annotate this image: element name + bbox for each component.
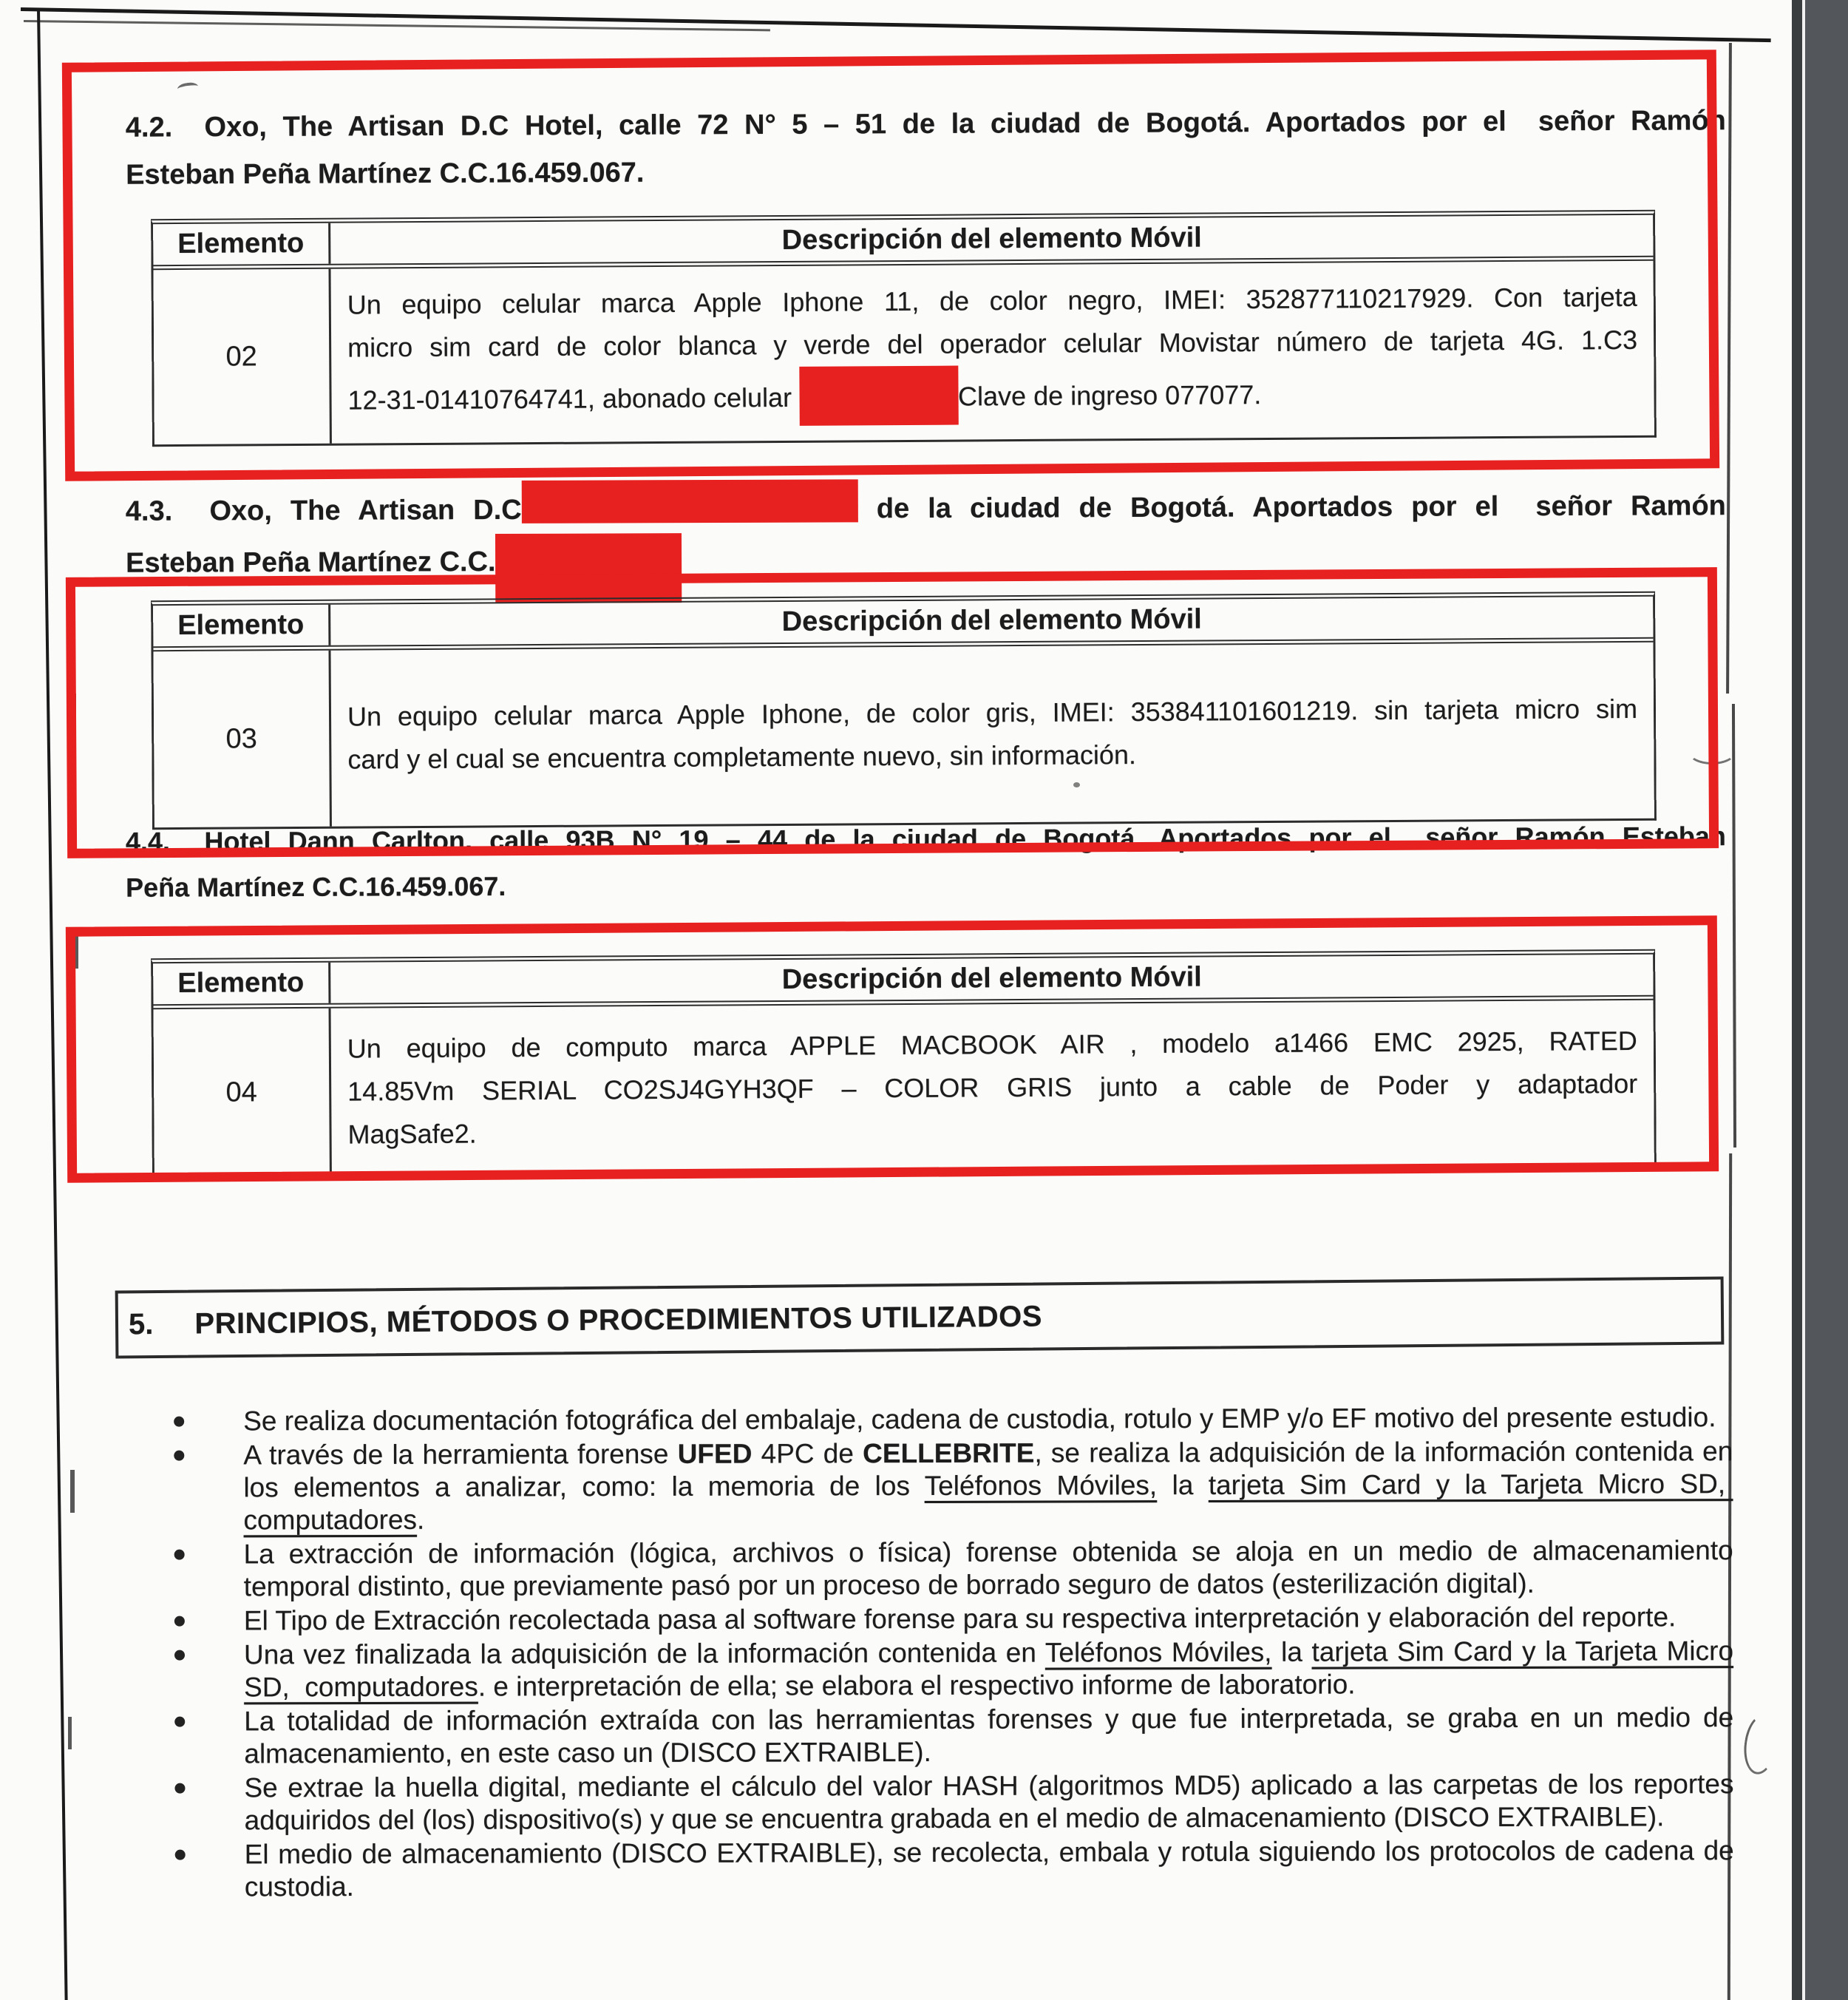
section-5-title: PRINCIPIOS, MÉTODOS O PROCEDIMIENTOS UTILIZADOS bbox=[194, 1300, 1043, 1340]
section-5-heading-box bbox=[115, 1277, 1725, 1359]
red-annotation-box-1 bbox=[62, 50, 1719, 481]
list-item bbox=[118, 1435, 1733, 1537]
red-annotation-box-2 bbox=[66, 567, 1719, 858]
text-segment: Una vez finalizada la adquisición de la información contenida en bbox=[243, 1637, 1045, 1670]
element-number: 03 bbox=[153, 651, 331, 827]
red-annotation-box-3 bbox=[66, 915, 1719, 1183]
text-segment: CELLEBRITE bbox=[863, 1437, 1035, 1469]
text-segment: Clave de ingreso 077077. bbox=[957, 379, 1262, 412]
bullet-icon bbox=[174, 1650, 185, 1661]
column-header-descripcion: Descripción del elemento Móvil bbox=[781, 603, 1202, 638]
bullet-list bbox=[118, 1401, 1734, 1905]
scan-edge-right-line bbox=[1726, 43, 1732, 694]
redaction-block bbox=[522, 479, 858, 523]
text-segment: 14.85Vm SERIAL CO2SJ4GYH3QF – COLOR GRIS junto a cable de Poder y adaptador bbox=[347, 1068, 1638, 1107]
text-segment: 12-31-01410764741, abonado celular bbox=[347, 382, 800, 416]
text-segment: 4.3. Oxo, The Artisan D.C bbox=[125, 494, 522, 527]
section-5-number: 5. bbox=[128, 1307, 154, 1340]
scanner-bar bbox=[1805, 0, 1848, 2000]
text-segment: . bbox=[416, 1504, 425, 1535]
text-segment: tarjeta Sim Card y la Tarjeta Micro SD, computadores bbox=[244, 1635, 1734, 1703]
text-segment: la bbox=[1157, 1469, 1209, 1501]
text-segment: . e interpretación de ella; se elabora el respectivo informe de laboratorio. bbox=[478, 1669, 1356, 1702]
text-segment: 4PC de bbox=[752, 1438, 863, 1469]
scan-pen-curve-mark bbox=[1741, 1712, 1781, 1776]
text-segment: El Tipo de Extracción recolectada pasa al software forense para su respectiva interpretación y elaboración del reporte. bbox=[243, 1601, 1677, 1636]
text-segment: Peña Martínez C.C.16.459.067. bbox=[126, 870, 506, 903]
bullet-icon bbox=[174, 1717, 185, 1727]
scan-smudge bbox=[68, 1717, 72, 1749]
bullet-icon bbox=[174, 1783, 185, 1794]
scan-smudge bbox=[70, 1470, 75, 1513]
text-segment: La totalidad de información extraída con las herramientas forenses y que fue interpretada, se graba en un medio de almacenamiento, en este caso un (DISCO EXTRAIBLE). bbox=[244, 1702, 1734, 1769]
text-segment: card y el cual se encuentra completamente nuevo, sin información. bbox=[347, 739, 1137, 775]
text-line bbox=[126, 859, 1726, 911]
text-segment: La extracción de información (lógica, archivos o física) forense obtenida se aloja en un medio de almacenamiento temporal distinto, que previamente pasó por un proceso de borrado seguro de datos (esterilización digital). bbox=[243, 1535, 1733, 1602]
text-segment: micro sim card de color blanca y verde del operador celular Movistar número de tarjeta 4G. 1.C3 bbox=[347, 324, 1638, 363]
text-segment: Esteban Peña Martínez C.C.16.459.067. bbox=[126, 157, 645, 191]
text-segment: Un equipo celular marca Apple Iphone, de color gris, IMEI: 353841101601219. sin tarjeta micro sim bbox=[347, 693, 1638, 732]
text-line bbox=[126, 476, 1726, 535]
text-segment: Se extrae la huella digital, mediante el cálculo del valor HASH (algoritmos MD5) aplicado a las carpetas de los reportes adquiridos del (los) dispositivo(s) y que se encuentra grabada en el medio de almacenamiento (DISCO EXTRAIBLE). bbox=[244, 1769, 1734, 1836]
text-segment: UFED bbox=[677, 1438, 753, 1469]
column-header-elemento: Elemento bbox=[153, 223, 330, 265]
text-segment: 4.2. Oxo, The Artisan D.C Hotel, calle 72 N° 5 – 51 de la ciudad de Bogotá. Aportados por el señor Ramón bbox=[125, 105, 1726, 143]
text-segment: Un equipo celular marca Apple Iphone 11, de color negro, IMEI: 352877110217929. Con tarjeta bbox=[347, 281, 1637, 320]
list-item bbox=[118, 1768, 1733, 1837]
text-segment: A través de la herramienta forense bbox=[243, 1438, 678, 1471]
text-segment: la bbox=[1271, 1636, 1312, 1667]
column-header-elemento: Elemento bbox=[153, 605, 330, 646]
text-segment: , se realiza la adquisición de la información contenida en los elementos a analizar, como: la memoria de los bbox=[243, 1436, 1733, 1503]
bullet-icon bbox=[174, 1417, 184, 1427]
list-item bbox=[118, 1401, 1733, 1438]
column-header-elemento: Elemento bbox=[153, 963, 330, 1004]
list-item bbox=[118, 1635, 1733, 1704]
text-segment: Esteban Peña Martínez C.C. bbox=[126, 546, 496, 579]
column-header-descripcion: Descripción del elemento Móvil bbox=[781, 961, 1202, 996]
bullet-icon bbox=[174, 1616, 185, 1627]
list-item bbox=[118, 1701, 1733, 1771]
list-item bbox=[118, 1601, 1733, 1638]
list-item bbox=[118, 1534, 1733, 1604]
text-segment: El medio de almacenamiento (DISCO EXTRAIBLE), se recolecta, embala y rotula siguiendo los protocolos de cadena de custodia. bbox=[244, 1835, 1734, 1902]
text-segment: de la ciudad de Bogotá. Aportados por el señor Ramón bbox=[857, 490, 1726, 525]
bullet-icon bbox=[174, 1451, 184, 1461]
text-segment: Teléfonos Móviles, bbox=[924, 1470, 1158, 1502]
text-segment: 4.4. Hotel Dann Carlton, calle 93B N° 19 – 44 de la ciudad de Bogotá. Aportados por el señor Ramón Esteban bbox=[125, 821, 1726, 857]
scan-edge-right-line bbox=[1732, 704, 1736, 1148]
text-segment: MagSafe2. bbox=[347, 1118, 477, 1150]
bullet-icon bbox=[175, 1850, 186, 1860]
text-segment: tarjeta Sim Card y la Tarjeta Micro SD, computadores bbox=[243, 1468, 1733, 1536]
text-segment: Se realiza documentación fotográfica del embalaje, cadena de custodia, rotulo y EMP y/o EF motivo del presente estudio. bbox=[243, 1402, 1716, 1437]
column-header-descripcion: Descripción del elemento Móvil bbox=[781, 222, 1202, 257]
element-number: 02 bbox=[153, 269, 331, 444]
scanner-bar-edge bbox=[1792, 0, 1802, 2000]
text-segment: Teléfonos Móviles, bbox=[1044, 1636, 1272, 1668]
bullet-icon bbox=[174, 1550, 185, 1560]
element-number: 04 bbox=[154, 1009, 332, 1176]
list-item bbox=[119, 1834, 1734, 1904]
text-segment: Un equipo de computo marca APPLE MACBOOK AIR , modelo a1466 EMC 2925, RATED bbox=[347, 1025, 1637, 1064]
